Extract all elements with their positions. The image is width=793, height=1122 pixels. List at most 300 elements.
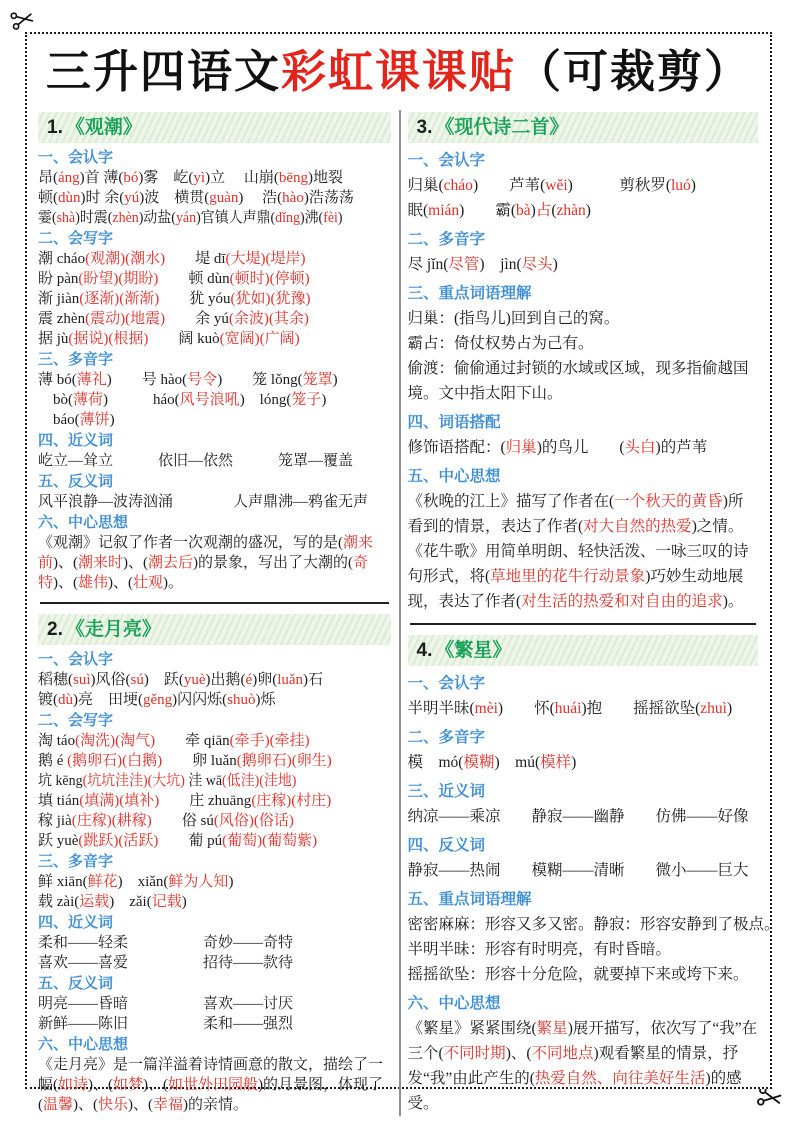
block-heading: 一、会认字 <box>407 675 486 692</box>
highlight-text: (坑坑洼洼)(大坑) <box>82 773 185 789</box>
highlight-text: (观潮)(潮水) <box>85 251 166 267</box>
section-zouyueliang <box>38 614 391 1115</box>
body-text: ) <box>585 202 591 219</box>
body-text: 余 yú <box>165 311 229 327</box>
body-text: 鲜 xiān( <box>38 874 88 890</box>
body-text: )雾 屹( <box>138 170 194 186</box>
text-line <box>38 771 366 791</box>
body-text: ) háo( <box>103 392 180 408</box>
section-header <box>408 112 759 143</box>
body-text: ) <box>332 372 338 388</box>
highlight-text: 一个秋天的黄昏 <box>614 493 723 510</box>
highlight-text: 风号浪吼 <box>179 392 240 408</box>
body-text: 霸占：倚仗权势占为己有。 <box>407 335 594 352</box>
body-text: )时震( <box>75 210 113 226</box>
body-text: 坑 kēng <box>38 773 83 789</box>
body-text: 昂( <box>38 170 58 186</box>
body-text: )官镇人声鼎( <box>196 210 276 226</box>
block-heading: 六、中心思想 <box>407 995 501 1012</box>
highlight-text: mèi <box>474 700 498 717</box>
block-heading: 二、多音字 <box>407 231 486 248</box>
highlight-text: 奇特 <box>38 555 369 591</box>
highlight-text: zhuì <box>700 700 727 717</box>
highlight-text: suì <box>73 672 91 688</box>
text-line <box>407 912 780 937</box>
text-line <box>38 249 391 269</box>
body-text: )的芦苇 <box>655 439 708 456</box>
text-line <box>38 309 391 329</box>
body-text: ) xiǎn( <box>117 874 169 890</box>
text-line <box>408 696 759 721</box>
body-text: 填 tián <box>38 793 80 809</box>
body-text: ) <box>109 412 115 428</box>
highlight-text: 模糊 <box>463 754 495 771</box>
text-line <box>408 435 759 460</box>
text-line <box>38 953 391 973</box>
body-text: 跃 yuè <box>38 833 79 849</box>
block-heading: 五、重点词语理解 <box>407 891 532 908</box>
text-line <box>38 492 391 512</box>
body-text: )的亲情。 <box>183 1097 249 1113</box>
text-line <box>408 962 759 987</box>
body-text: )动盐( <box>138 210 176 226</box>
section-title: 《繁星》 <box>435 640 512 661</box>
body-text: ) 浩( <box>238 190 283 206</box>
body-text: 潮 cháo <box>38 251 86 267</box>
body-text: 《繁星》紧紧围绕( <box>407 1020 537 1037</box>
body-text: 屹立—耸立 依旧—依然 笼罩—覆盖 <box>38 453 354 469</box>
body-text: )出鹅( <box>205 672 246 688</box>
highlight-text: hào <box>282 190 304 206</box>
body-text: ) <box>552 256 558 273</box>
body-text: ) 霸( <box>459 202 516 219</box>
body-text: 牵 qiān <box>155 733 230 749</box>
highlight-text: (跳跃)(活跃) <box>78 833 159 849</box>
body-text: ) <box>530 202 536 219</box>
highlight-text: 鲜花 <box>87 874 118 890</box>
page-title-note: （可裁剪） <box>516 46 752 97</box>
body-text: ) 怀( <box>497 700 555 717</box>
body-text: ) mú( <box>494 754 541 771</box>
text-line <box>408 804 759 829</box>
body-text: ) 剪秋罗( <box>567 177 671 194</box>
body-text: )、( <box>53 575 79 591</box>
body-text: 修饰语搭配：( <box>407 439 506 456</box>
body-text: ) 跃( <box>143 672 184 688</box>
text-line <box>38 370 391 390</box>
block-heading: 六、中心思想 <box>38 515 129 531</box>
text-line <box>408 937 759 962</box>
highlight-text: áng <box>58 170 80 186</box>
body-text: ) <box>337 210 343 226</box>
section-guanchao <box>38 112 391 593</box>
body-text: 偷渡：偷偷通过封锁的水域或区域，现多指偷越国境。文中指太阳下山。 <box>407 360 749 402</box>
text-line <box>408 356 759 406</box>
block-heading: 四、近义词 <box>38 433 114 449</box>
text-line <box>408 1016 759 1116</box>
section-title: 《走月亮》 <box>65 619 161 640</box>
body-text: 鹅 é <box>38 753 68 769</box>
block-heading: 三、多音字 <box>38 352 114 368</box>
highlight-text: 温馨 <box>43 1097 74 1113</box>
body-text: 洼 wā <box>184 773 223 789</box>
section-divider <box>410 623 757 625</box>
highlight-text: 潮去后 <box>148 555 194 571</box>
body-text: 柔和——轻柔 奇妙——奇特 <box>38 935 294 951</box>
body-text: 《秋晚的江上》描写了作者在( <box>407 493 615 510</box>
body-text: )的感受。 <box>407 1070 742 1112</box>
body-text: 堤 dī <box>165 251 226 267</box>
text-line <box>408 252 759 277</box>
text-line <box>38 208 366 228</box>
body-text: 顿 dùn <box>158 271 230 287</box>
highlight-text: 如梦 <box>113 1077 144 1093</box>
highlight-text: 不同时期 <box>443 1045 506 1062</box>
body-text: 密密麻麻：形容又多又密。静寂：形容安静到了极点。 <box>407 916 780 933</box>
body-text: 眠( <box>407 202 429 219</box>
highlight-text: (余波)(其余) <box>228 311 309 327</box>
body-text: 喜欢——喜爱 招待——款待 <box>38 955 294 971</box>
text-line <box>38 188 391 208</box>
highlight-text: bēng <box>278 170 309 186</box>
highlight-text: dǐng <box>275 210 300 226</box>
highlight-text: gěng <box>143 692 173 708</box>
text-line <box>408 198 759 223</box>
cuttable-sheet <box>25 32 780 1113</box>
highlight-text: 头白 <box>624 439 656 456</box>
body-text: )、( <box>53 555 79 571</box>
highlight-text: (震动)(地震) <box>85 311 166 327</box>
highlight-text: (牵手)(牵挂) <box>229 733 310 749</box>
text-line <box>38 670 391 690</box>
highlight-text: 不同地点 <box>531 1045 594 1062</box>
highlight-text: (葡萄)(葡萄紫) <box>222 833 318 849</box>
body-text: )沸( <box>299 210 324 226</box>
body-text: )首 薄( <box>79 170 124 186</box>
highlight-text: (宽阔)(广阔) <box>219 331 300 347</box>
page-title-left: 三升四语文 <box>45 46 281 97</box>
highlight-text: 薄荷 <box>73 392 104 408</box>
body-text: ) <box>571 754 577 771</box>
body-text: 犹 yóu <box>159 291 231 307</box>
block-heading: 三、重点词语理解 <box>407 285 532 302</box>
block-heading: 二、会写字 <box>38 713 114 729</box>
body-text: 盼 pàn <box>38 271 79 287</box>
body-text: )、( <box>143 1077 169 1093</box>
body-text: )立 山崩( <box>205 170 279 186</box>
section-body <box>407 671 780 1116</box>
block-heading: 四、词语搭配 <box>407 414 501 431</box>
body-text: 载 zài( <box>38 894 80 910</box>
highlight-text: luǎn <box>277 672 304 688</box>
highlight-text: zhàn <box>556 202 586 219</box>
highlight-text: 笼子 <box>291 392 322 408</box>
highlight-text: (填满)(填补) <box>79 793 160 809</box>
highlight-text: (大堤)(堤岸) <box>225 251 306 267</box>
body-text: ) 笼 lǒng( <box>217 372 303 388</box>
text-line <box>408 858 759 883</box>
page-title-highlight: 彩虹课课贴 <box>280 46 516 97</box>
right-column <box>399 110 780 1116</box>
body-text: ) 号 hào( <box>106 372 188 388</box>
highlight-text: 如世外田园般 <box>168 1077 259 1093</box>
highlight-text: 鲜为人知 <box>168 874 229 890</box>
body-text: 明亮——昏暗 喜欢——讨厌 <box>38 996 294 1012</box>
highlight-text: 运载 <box>79 894 110 910</box>
body-text: 阔 kuò <box>148 331 220 347</box>
body-text: ) <box>181 894 187 910</box>
body-text: )、( <box>73 1097 99 1113</box>
body-text: )亮 田埂( <box>73 692 143 708</box>
body-text: 葡 pú <box>158 833 223 849</box>
body-text: )烁 <box>255 692 276 708</box>
highlight-text: dùn <box>58 190 81 206</box>
text-line <box>38 1014 391 1034</box>
body-text: )所看到的情景，表达了作者( <box>407 493 744 535</box>
section-title: 《现代诗二首》 <box>435 117 569 138</box>
body-text: ( <box>551 202 557 219</box>
highlight-text: guàn <box>209 190 239 206</box>
body-text: )抱 摇摇欲坠( <box>581 700 701 717</box>
section-fanxing <box>407 635 780 1116</box>
highlight-text: yuè <box>183 672 206 688</box>
block-heading: 二、会写字 <box>38 231 114 247</box>
highlight-text: luó <box>670 177 691 194</box>
body-text: ) lóng( <box>239 392 292 408</box>
highlight-text: 热爱自然、向往美好生活 <box>534 1070 706 1087</box>
highlight-text: (庄稼)(耕稼) <box>71 813 152 829</box>
body-text: ) zǎi( <box>109 894 152 910</box>
highlight-text: huái <box>554 700 582 717</box>
body-text: )卵( <box>252 672 278 688</box>
body-text: 顿( <box>38 190 58 206</box>
highlight-text: 记载 <box>151 894 182 910</box>
highlight-text: é <box>245 672 253 688</box>
section-header <box>408 635 759 666</box>
highlight-text: 潮来前 <box>38 535 374 571</box>
left-column <box>31 110 399 1116</box>
text-line <box>408 750 759 775</box>
text-line <box>38 872 391 892</box>
highlight-text: dù <box>58 692 73 708</box>
text-line <box>38 811 391 831</box>
body-text: )地裂 <box>308 170 344 186</box>
body-text: 渐 jiàn <box>38 291 80 307</box>
highlight-text: zhèn <box>112 210 139 226</box>
block-heading: 三、近义词 <box>407 783 486 800</box>
text-line <box>38 329 391 349</box>
section-number: 4. <box>416 640 433 661</box>
highlight-text: yú <box>124 190 140 206</box>
highlight-text: sú <box>130 672 144 688</box>
body-text: )风俗( <box>90 672 131 688</box>
body-text: )时 余( <box>80 190 125 206</box>
body-text: 庄 zhuāng <box>159 793 252 809</box>
body-text: 震 zhèn <box>38 311 86 327</box>
highlight-text: (犹如)(犹豫) <box>230 291 311 307</box>
block-heading: 四、近义词 <box>38 915 114 931</box>
text-line <box>38 690 391 710</box>
highlight-text: 模样 <box>540 754 572 771</box>
highlight-text: shà <box>56 210 76 226</box>
text-line <box>38 289 391 309</box>
body-text: )。 <box>163 575 184 591</box>
body-text: 摇摇欲坠：形容十分危险，就要掉下来或垮下来。 <box>407 966 749 983</box>
highlight-text: (淘洗)(淘气) <box>75 733 156 749</box>
body-text: 纳凉——乘凉 静寂——幽静 仿佛——好像 <box>407 808 749 825</box>
highlight-text: 薄饼 <box>79 412 110 428</box>
highlight-text: bà <box>516 202 531 219</box>
body-text: 淘 táo <box>38 733 76 749</box>
text-line <box>38 533 391 593</box>
highlight-text: shuò <box>227 692 256 708</box>
highlight-text: (低洼)(洼地) <box>222 773 297 789</box>
body-text: 模 mó( <box>407 754 464 771</box>
highlight-text: 尽头 <box>521 256 553 273</box>
highlight-text: 对生活的热爱和对自由的追求 <box>521 593 723 610</box>
highlight-text: wěi <box>545 177 568 194</box>
body-text: 归巢( <box>407 177 444 194</box>
text-line <box>38 892 391 912</box>
body-text: 《观潮》记叙了作者一次观潮的盛况，写的是( <box>38 535 343 551</box>
page-title <box>31 42 766 102</box>
section-divider <box>40 602 389 604</box>
body-text: ) <box>690 177 696 194</box>
highlight-text: mián <box>428 202 460 219</box>
highlight-text: (庄稼)(村庄) <box>251 793 332 809</box>
body-text: 薄 bó( <box>38 372 77 388</box>
body-text: báo( <box>38 412 80 428</box>
body-text: ) <box>228 874 234 890</box>
body-text: 归巢：(指鸟儿)回到自己的窝。 <box>407 310 620 327</box>
body-text: )闪闪烁( <box>172 692 228 708</box>
highlight-text: 笼罩 <box>302 372 333 388</box>
text-line <box>408 489 759 539</box>
text-line <box>38 994 391 1014</box>
text-line <box>38 410 391 430</box>
body-text: )的景象，写出了大潮的( <box>193 555 354 571</box>
body-text: 霎( <box>38 210 57 226</box>
highlight-text: 幸福 <box>153 1097 184 1113</box>
body-text: ) <box>726 700 733 717</box>
highlight-text: 雄伟 <box>78 575 109 591</box>
text-line <box>38 731 391 751</box>
body-text: )观看繁星的情景，抒发“我”由此产生的( <box>407 1045 739 1087</box>
text-line <box>408 306 759 331</box>
body-text: )、( <box>108 575 134 591</box>
highlight-text: 草地里的花牛行动景象 <box>490 568 646 585</box>
block-heading: 一、会认字 <box>38 652 114 668</box>
body-text: )巧妙生动地展现，表达了作者( <box>407 568 744 610</box>
highlight-text: 占 <box>535 202 552 219</box>
highlight-text: 尽管 <box>448 256 480 273</box>
text-line <box>38 269 391 289</box>
body-text: )。 <box>722 593 744 610</box>
text-line <box>38 791 391 811</box>
section-body <box>38 650 391 1115</box>
section-number: 3. <box>416 117 433 138</box>
text-line <box>38 168 391 188</box>
highlight-text: 如诗 <box>58 1077 89 1093</box>
body-text: ) 芦苇( <box>472 177 546 194</box>
body-text: 半明半昧( <box>407 700 475 717</box>
highlight-text: 潮来时 <box>78 555 124 571</box>
body-text: 《花牛歌》用简单明朗、轻快活泼、一咏三叹的诗句形式，将( <box>407 543 749 585</box>
highlight-text: cháo <box>443 177 473 194</box>
body-text: )、( <box>123 555 149 571</box>
body-text: 静寂——热闹 模糊——清晰 微小——巨大 <box>407 862 749 879</box>
body-text: )之情。 <box>691 518 744 535</box>
body-text: )的鸟儿 ( <box>536 439 625 456</box>
section-header <box>38 614 391 645</box>
body-text: )、( <box>88 1077 114 1093</box>
scissors-icon <box>7 4 39 34</box>
block-heading: 一、会认字 <box>38 150 114 166</box>
body-text: 《走月亮》是一篇洋溢着诗情画意的散文，描绘了一幅( <box>38 1057 384 1093</box>
highlight-text: yì <box>193 170 206 186</box>
block-heading: 三、多音字 <box>38 854 114 870</box>
section-body <box>408 148 759 614</box>
body-text: ) jìn( <box>479 256 522 273</box>
highlight-text: 号令 <box>187 372 218 388</box>
block-heading: 六、中心思想 <box>38 1037 129 1053</box>
block-heading: 五、中心思想 <box>407 468 501 485</box>
highlight-text: fèi <box>323 210 338 226</box>
body-text: )、( <box>128 1097 154 1113</box>
body-text: bò( <box>38 392 73 408</box>
highlight-text: yán <box>175 210 197 226</box>
body-text: 风平浪静—波涛汹涌 人声鼎沸—鸦雀无声 <box>38 494 369 510</box>
body-text: 稼 jià <box>38 813 72 829</box>
section-xiandaishi <box>408 112 759 614</box>
highlight-text: 对大自然的热爱 <box>583 518 692 535</box>
highlight-text: bó <box>123 170 139 186</box>
block-heading: 四、反义词 <box>407 837 486 854</box>
section-body <box>38 148 391 593</box>
highlight-text: 归巢 <box>505 439 537 456</box>
highlight-text: (据说)(根据) <box>68 331 149 347</box>
text-line <box>38 1055 391 1115</box>
highlight-text: 薄礼 <box>76 372 107 388</box>
text-line <box>38 451 391 471</box>
block-heading: 一、会认字 <box>407 152 486 169</box>
section-header <box>38 112 391 143</box>
body-text: 半明半昧：形容有时明亮，有时昏暗。 <box>407 941 672 958</box>
body-text: )的月景图，体现了( <box>38 1077 384 1113</box>
text-line <box>38 831 391 851</box>
highlight-text: 繁星 <box>536 1020 568 1037</box>
section-number: 1. <box>47 117 63 138</box>
highlight-text: (鹅卵石)(白鹅) <box>67 753 163 769</box>
block-heading: 五、反义词 <box>38 976 114 992</box>
section-title: 《观潮》 <box>65 117 142 138</box>
body-text: 新鲜——陈旧 柔和——强烈 <box>38 1016 294 1032</box>
block-heading: 五、反义词 <box>38 474 114 490</box>
highlight-text: (顿时)(停顿) <box>229 271 310 287</box>
body-text: )展开描写，依次写了“我”在三个( <box>407 1020 758 1062</box>
body-text: 俗 sú <box>151 813 214 829</box>
body-text: )石 <box>303 672 324 688</box>
body-text: 卵 luǎn <box>162 753 237 769</box>
text-line <box>408 331 759 356</box>
text-line <box>408 539 759 614</box>
body-text: )、( <box>505 1045 532 1062</box>
two-column-content <box>31 110 780 1116</box>
text-line <box>408 173 759 198</box>
body-text: 尽 jǐn( <box>407 256 449 273</box>
body-text: )浩荡荡 <box>303 190 354 206</box>
body-text: 据 jù <box>38 331 69 347</box>
